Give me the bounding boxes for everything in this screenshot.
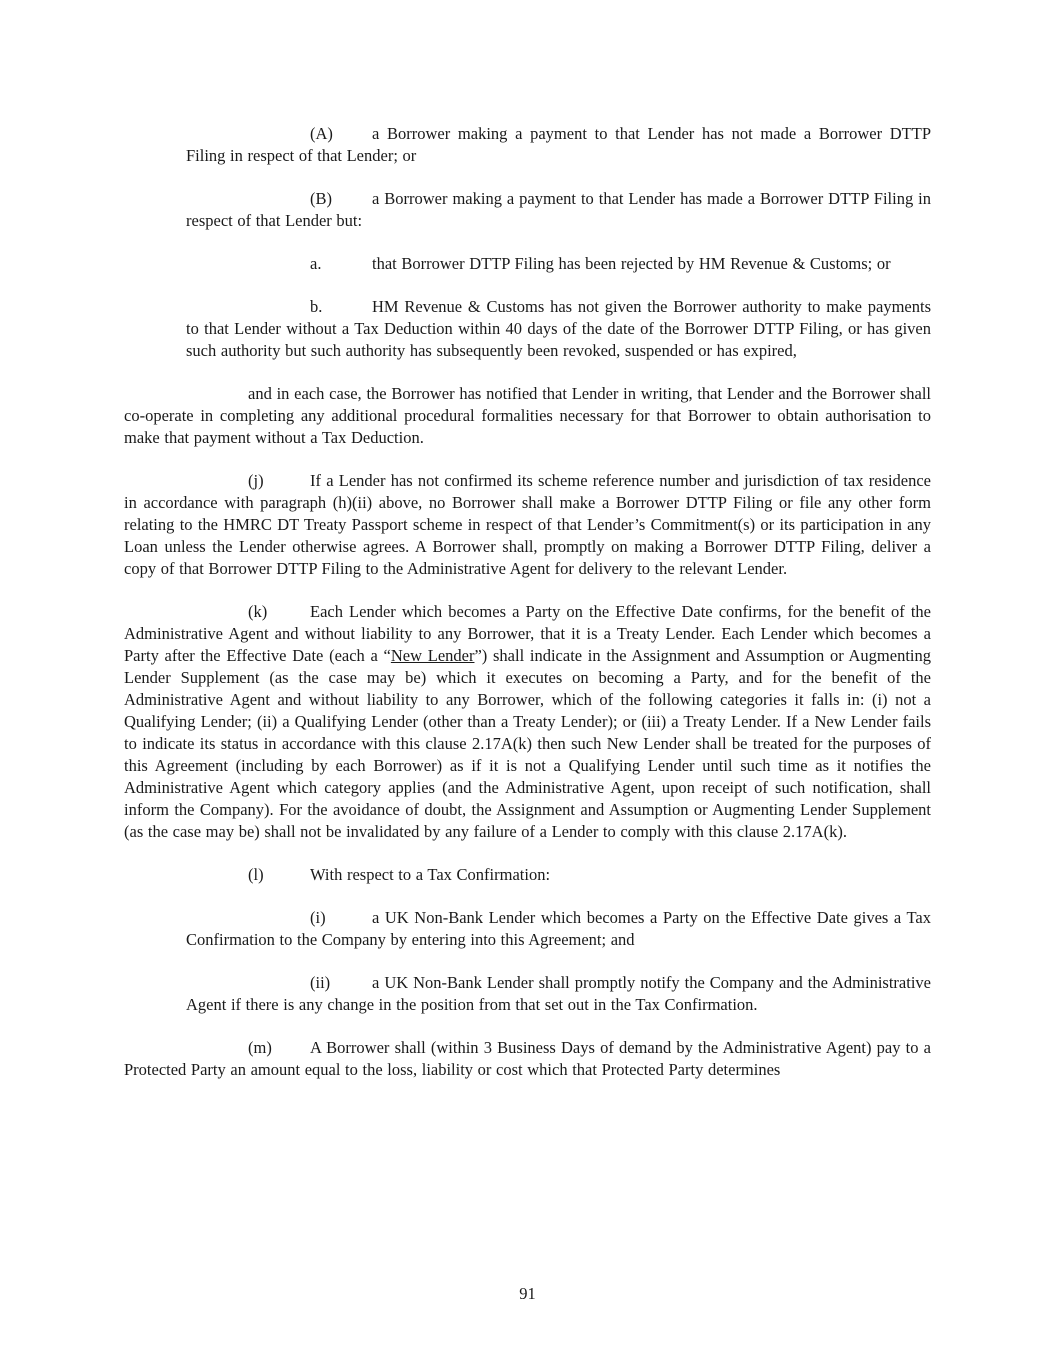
clause-A [186, 123, 931, 167]
clause-B-text: a Borrower making a payment to that Lender has made a Borrower DTTP Filing in respect of that Lender but: [186, 189, 931, 230]
clause-m [124, 1037, 931, 1081]
clause-k-label: (k) [248, 602, 268, 621]
clause-l-text: With respect to a Tax Confirmation: [310, 865, 551, 884]
clause-i-label: (i) [310, 908, 326, 927]
clause-m-text: A Borrower shall (within 3 Business Days of demand by the Administrative Agent) pay to a Protected Party an amount equal to the loss, liability or cost which that Protected Party determines [124, 1038, 931, 1079]
clause-A-text: a Borrower making a payment to that Lender has not made a Borrower DTTP Filing in respect of that Lender; or [186, 124, 931, 165]
clause-ii [186, 972, 931, 1016]
clause-b-text: HM Revenue & Customs has not given the Borrower authority to make payments to that Lender without a Tax Deduction within 40 days of the date of the Borrower DTTP Filing, or has given such authority but such authority has subsequently been revoked, suspended or has expired, [186, 297, 931, 360]
clause-k-text-pre: Each Lender which becomes a Party on the Effective Date confirms, for the benefit of the Administrative Agent and without liability to any Borrower, that it is a Treaty Lender. Each Lender which becomes a Party after the Effective Date (each a “ [124, 602, 931, 665]
defined-term-new-lender: New Lender [390, 646, 475, 665]
clause-continuation [124, 383, 931, 449]
clause-a [186, 253, 931, 275]
clause-l-label: (l) [248, 865, 264, 884]
clause-i [186, 907, 931, 951]
clause-a-text: that Borrower DTTP Filing has been rejected by HM Revenue & Customs; or [372, 254, 891, 273]
clause-ii-text: a UK Non-Bank Lender shall promptly notify the Company and the Administrative Agent if there is any change in the position from that set out in the Tax Confirmation. [186, 973, 931, 1014]
clause-b [186, 296, 931, 362]
clause-B-label: (B) [310, 189, 332, 208]
clause-continuation-text: and in each case, the Borrower has notified that Lender in writing, that Lender and the Borrower shall co-operate in completing any additional procedural formalities necessary for that Borrower to obtain authorisation to make that payment without a Tax Deduction. [124, 384, 931, 447]
clause-k-text-post: ”) shall indicate in the Assignment and Assumption or Augmenting Lender Supplement (as the case may be) which it executes on becoming a Party, and for the benefit of the Administrative Agent and without liability to any Borrower, which of the following categories it falls in: (i) not a Qualifying Lender; (ii) a Qualifying Lender (other than a Treaty Lender); or (iii) a Treaty Lender. If a New Lender fails to indicate its status in accordance with this clause 2.17A(k) then such New Lender shall be treated for the purposes of this Agreement (including by each Borrower) as if it is not a Qualifying Lender until such time as it notifies the Administrative Agent which category applies (and the Administrative Agent, upon receipt of such notification, shall inform the Company). For the avoidance of doubt, the Assignment and Assumption or Augmenting Lender Supplement (as the case may be) shall not be invalidated by any failure of a Lender to comply with this clause 2.17A(k). [124, 646, 931, 841]
clause-k [124, 601, 931, 843]
clause-A-label: (A) [310, 124, 333, 143]
clause-j-text: If a Lender has not confirmed its scheme reference number and jurisdiction of tax residence in accordance with paragraph (h)(ii) above, no Borrower shall make a Borrower DTTP Filing or file any other form relating to the HMRC DT Treaty Passport scheme in respect of that Lender’s Commitment(s) or its participation in any Loan unless the Lender otherwise agrees. A Borrower shall, promptly on making a Borrower DTTP Filing, deliver a copy of that Borrower DTTP Filing to the Administrative Agent for delivery to the relevant Lender. [124, 471, 931, 578]
clause-m-label: (m) [248, 1038, 272, 1057]
clause-l [124, 864, 931, 886]
clause-b-label: b. [310, 297, 323, 316]
clause-j-label: (j) [248, 471, 264, 490]
clause-ii-label: (ii) [310, 973, 331, 992]
clause-j [124, 470, 931, 580]
clause-i-text: a UK Non-Bank Lender which becomes a Party on the Effective Date gives a Tax Confirmation to the Company by entering into this Agreement; and [186, 908, 931, 949]
page-number: 91 [519, 1284, 536, 1303]
clause-B [186, 188, 931, 232]
clause-a-label: a. [310, 254, 322, 273]
